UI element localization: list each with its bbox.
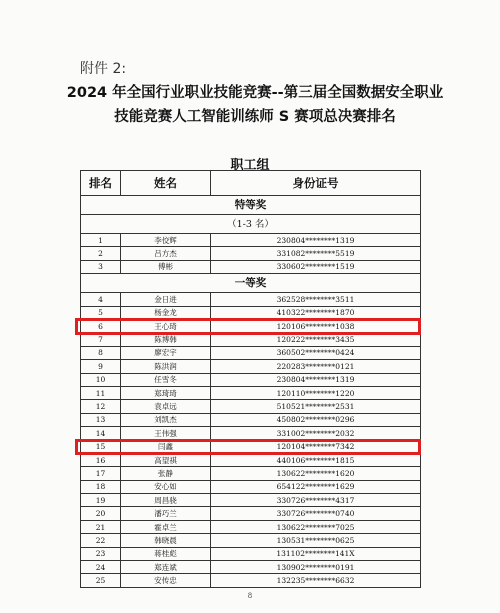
name-cell: 陈洪润 <box>121 360 211 373</box>
rank-cell: 2 <box>81 247 121 260</box>
name-cell: 闫鑫 <box>121 440 211 453</box>
rank-cell: 6 <box>81 319 121 332</box>
name-cell: 廖宏宇 <box>121 346 211 359</box>
id-cell: 330602********1519 <box>211 260 421 273</box>
id-cell: 230804********1319 <box>211 234 421 247</box>
id-cell: 130622********1620 <box>211 467 421 480</box>
name-cell: 安传忠 <box>121 574 211 587</box>
special-prize-range: （1-3 名） <box>81 215 421 234</box>
name-cell: 袁卓远 <box>121 400 211 413</box>
id-cell: 360502********0424 <box>211 346 421 359</box>
rank-cell: 25 <box>81 574 121 587</box>
id-cell: 510521********2531 <box>211 400 421 413</box>
id-cell: 130902********0191 <box>211 560 421 573</box>
name-cell: 李佼辉 <box>121 234 211 247</box>
id-cell: 120106********1038 <box>211 319 421 332</box>
table-row <box>81 427 421 440</box>
table-row <box>81 234 421 247</box>
first-prize-row <box>81 274 421 293</box>
rank-cell: 13 <box>81 413 121 426</box>
name-cell: 霍卓兰 <box>121 520 211 533</box>
highlight-box-rank-6 <box>75 318 421 334</box>
rank-cell: 12 <box>81 400 121 413</box>
table-row <box>81 346 421 359</box>
table-row <box>81 293 421 306</box>
rank-cell: 19 <box>81 494 121 507</box>
header-name: 姓名 <box>121 171 211 196</box>
name-cell: 王心琦 <box>121 319 211 332</box>
page-number: 8 <box>247 592 253 600</box>
title-line-1: 2024 年全国行业职业技能竞赛--第三届全国数据安全职业 <box>66 85 444 101</box>
id-cell: 130531********0625 <box>211 534 421 547</box>
title-line-2: 技能竞赛人工智能训练师 S 赛项总决赛排名 <box>114 109 396 125</box>
rank-cell: 10 <box>81 373 121 386</box>
rank-cell: 24 <box>81 560 121 573</box>
id-cell: 410322********1870 <box>211 306 421 319</box>
rank-cell: 16 <box>81 453 121 466</box>
id-cell: 120222********3435 <box>211 333 421 346</box>
table-row <box>81 386 421 399</box>
table-row <box>81 560 421 573</box>
name-cell: 安心如 <box>121 480 211 493</box>
id-cell: 330726********4317 <box>211 494 421 507</box>
name-cell: 张静 <box>121 467 211 480</box>
special-prize-label: 特等奖 <box>81 196 421 215</box>
rank-cell: 21 <box>81 520 121 533</box>
rank-cell: 1 <box>81 234 121 247</box>
table-row <box>81 453 421 466</box>
rank-cell: 22 <box>81 534 121 547</box>
name-cell: 任雪冬 <box>121 373 211 386</box>
id-cell: 230804********1319 <box>211 373 421 386</box>
ranking-table <box>80 170 421 588</box>
rank-cell: 14 <box>81 427 121 440</box>
rank-cell: 11 <box>81 386 121 399</box>
rank-cell: 23 <box>81 547 121 560</box>
table-row <box>81 534 421 547</box>
id-cell: 450802********0296 <box>211 413 421 426</box>
name-cell: 金日进 <box>121 293 211 306</box>
rank-cell: 17 <box>81 467 121 480</box>
rank-cell: 8 <box>81 346 121 359</box>
table-row <box>81 494 421 507</box>
id-cell: 362528********3511 <box>211 293 421 306</box>
name-cell: 傅彬 <box>121 260 211 273</box>
table-row <box>81 467 421 480</box>
table-row <box>81 400 421 413</box>
id-cell: 132235********6632 <box>211 574 421 587</box>
table-row <box>81 333 421 346</box>
rank-cell: 5 <box>81 306 121 319</box>
rank-cell: 20 <box>81 507 121 520</box>
rank-cell: 4 <box>81 293 121 306</box>
id-cell: 220283********0121 <box>211 360 421 373</box>
id-cell: 330726********0740 <box>211 507 421 520</box>
name-cell: 陈博韩 <box>121 333 211 346</box>
table-row <box>81 520 421 533</box>
first-prize-label: 一等奖 <box>81 274 421 293</box>
header-id: 身份证号 <box>211 171 421 196</box>
rank-cell: 18 <box>81 480 121 493</box>
table-row <box>81 574 421 587</box>
highlight-box-rank-15 <box>75 439 421 455</box>
id-cell: 331082********5519 <box>211 247 421 260</box>
table-row <box>81 360 421 373</box>
name-cell: 周昌骁 <box>121 494 211 507</box>
id-cell: 654122********1629 <box>211 480 421 493</box>
name-cell: 杨金龙 <box>121 306 211 319</box>
group-title: 职工组 <box>230 158 270 173</box>
id-cell: 131102********141X <box>211 547 421 560</box>
name-cell: 吕方杰 <box>121 247 211 260</box>
name-cell: 高望祺 <box>121 453 211 466</box>
rank-cell: 15 <box>81 440 121 453</box>
table-row <box>81 373 421 386</box>
name-cell: 王伟强 <box>121 427 211 440</box>
table-row <box>81 260 421 273</box>
rank-cell: 7 <box>81 333 121 346</box>
name-cell: 韩晓晨 <box>121 534 211 547</box>
table-row <box>81 547 421 560</box>
attachment-label: 附件 2: <box>80 61 127 77</box>
header-rank: 排名 <box>81 171 121 196</box>
id-cell: 120110********1220 <box>211 386 421 399</box>
id-cell: 120104********7342 <box>211 440 421 453</box>
name-cell: 郑连斌 <box>121 560 211 573</box>
rank-cell: 3 <box>81 260 121 273</box>
special-prize-row <box>81 196 421 215</box>
id-cell: 331002********2032 <box>211 427 421 440</box>
id-cell: 130622********7025 <box>211 520 421 533</box>
id-cell: 440106********1815 <box>211 453 421 466</box>
name-cell: 蒋桂彪 <box>121 547 211 560</box>
table-header-row <box>81 171 421 196</box>
table-row <box>81 247 421 260</box>
name-cell: 郑琦琦 <box>121 386 211 399</box>
table-row <box>81 306 421 319</box>
name-cell: 潘巧兰 <box>121 507 211 520</box>
name-cell: 刘凯杰 <box>121 413 211 426</box>
table-row <box>81 413 421 426</box>
table-row <box>81 480 421 493</box>
rank-cell: 9 <box>81 360 121 373</box>
table-row <box>81 507 421 520</box>
special-prize-range-row <box>81 215 421 234</box>
